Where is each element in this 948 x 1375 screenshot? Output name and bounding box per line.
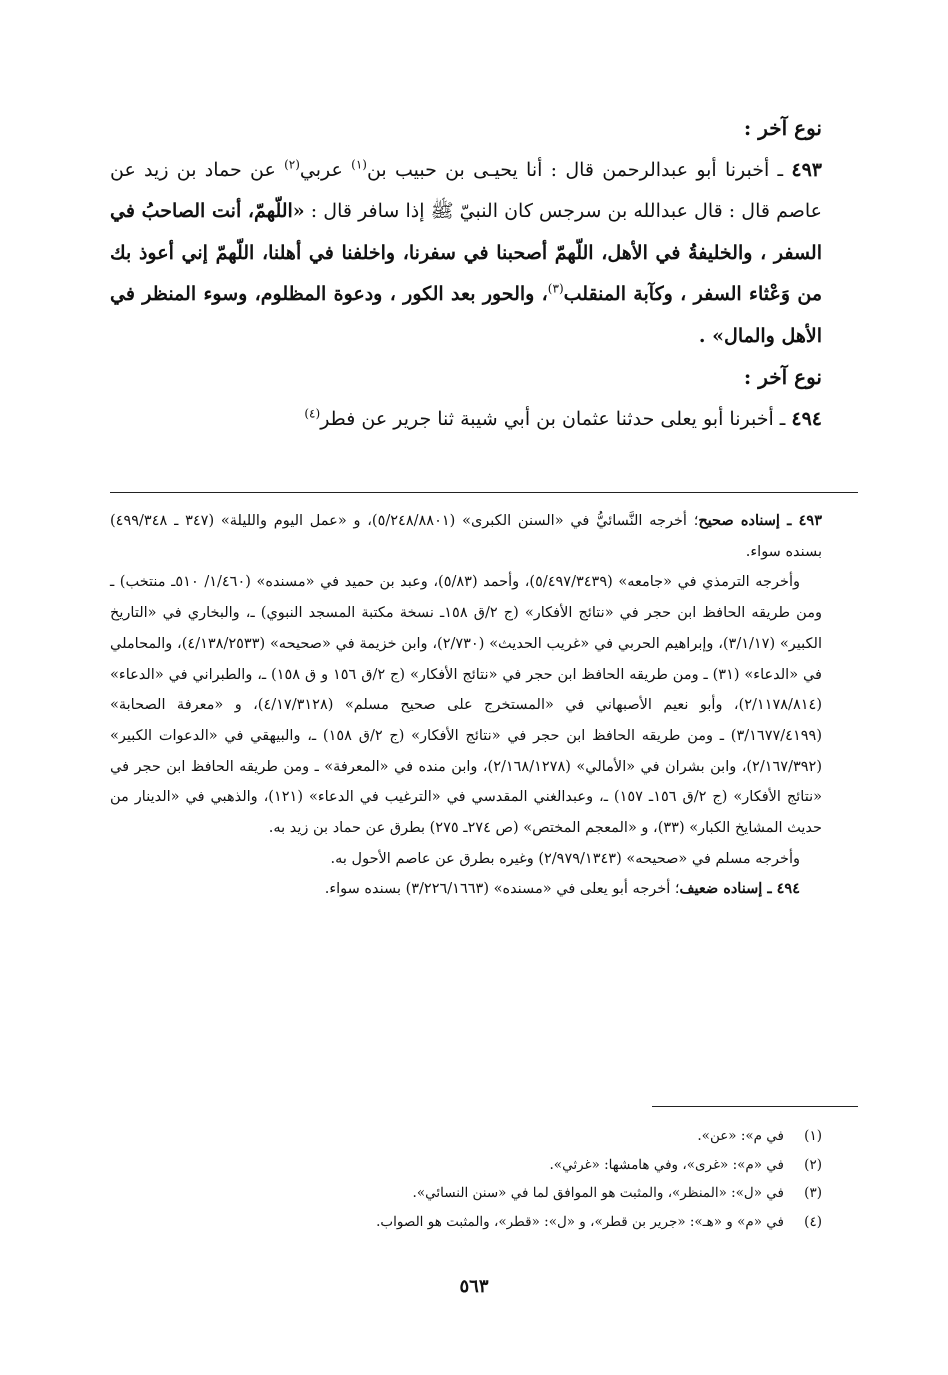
note-paragraph: وأخرجه مسلم في «صحيحه» (٢/٩٧٩/١٣٤٣) وغيره بطرق عن عاصم الأحول به. [330,850,800,867]
footnote-mark: (٤) [804,1213,822,1230]
hadith-494 [110,399,822,441]
hadith-493 [110,150,822,358]
note-number: ٤٩٣ [798,512,822,529]
grading-label: ـ إسناده صحيح [698,512,799,529]
footnote-mark: (٢) [804,1156,822,1173]
note-paragraph: وأخرجه الترمذي في «جامعه» (٥/٤٩٧/٣٤٣٩)، وأحمد (٥/٨٣)، وعبد بن حميد في «مسنده» (١/٤٦٠/ ٥١٠ـ منتخب) ـ ومن طريقه الحافظ ابن حجر في «نتائج الأفكار» (ج ٢/ق ١٥٨ـ نسخة مكتبة المسجد النبوي) ـ، والبخاري في «التاريخ الكبير» (٣/١/١٧)، وإبراهيم الحربي في «غريب الحديث» (٢/٧٣٠)، وابن خزيمة في «صحيحه» (٤/١٣٨/٢٥٣٣)، والمحاملي في «الدعاء» (٣١) ـ ومن طريقه الحافظ ابن حجر في «نتائج الأفكار» (ج ٢/ق ١٥٦ و ق ١٥٨) ـ، والطبراني في «الدعاء» (٢/١١٧٨/٨١٤)، وأبو نعيم الأصبهاني في «المستخرج على صحيح مسلم» (٤/١٧/٣١٢٨)، و «معرفة الصحابة» (٣/١٦٧٧/٤١٩٩) ـ ومن طريقه الحافظ ابن حجر في «نتائج الأفكار» (ج ٢/ق ١٥٨) ـ، والبيهقي في «الدعوات الكبير» (٢/١٦٧/٣٩٢)، وابن بشران في «الأمالي» (٢/١٦٨/١٢٧٨)، وابن منده في «المعرفة» ـ ومن طريقه الحافظ ابن حجر في «نتائج الأفكار» (ج ٢/ق ١٥٦ـ ١٥٧) ـ، وعبدالغني المقدسي في «الترغيب في الدعاء» (١٢١)، والذهبي في «الدينار من حديث المشايخ الكبار» (٣٣)، و «المعجم المختص» (ص ٢٧٤ـ ٢٧٥) بطرق عن حماد بن زيد به. [110,574,823,837]
note-number: ٤٩٤ [776,880,800,898]
footnote-item [110,1122,822,1151]
footnote-item [110,1151,822,1180]
section-heading: نوع آخر : [743,116,822,140]
section-heading: نوع آخر : [743,365,822,389]
footnote-ref[interactable]: (٢) [284,157,300,172]
footnote-text: في «م» و «هـ»: «جرير بن قطر»، و «ل»: «قطر»، والمثبت هو الصواب. [376,1213,784,1230]
footnote-text: في «م»: «غرى»، وفي هامشها: «غرثي». [549,1156,784,1173]
notes-divider [110,492,858,493]
isnad-text: عن حماد بن زيد عن عاصم قال : قال عبدالله بن سرجس كان النبيّ ﷺ إذا سافر قال : [110,158,822,222]
footnote-mark: (٣) [804,1185,822,1201]
footnote-item [110,1179,822,1208]
footnotes-divider [652,1106,858,1107]
isnad-text: عربي [299,158,352,181]
page-number: ٥٦٣ [459,1276,489,1297]
main-text [110,108,822,440]
prayer-text: ، والحور بعد الكور ، ودعوة المظلوم، وسوء المنظر في الأهل والمال» . [110,283,822,347]
footnote-ref[interactable]: (١) [351,157,367,172]
note-494 [110,874,822,905]
footnote-item [110,1208,822,1237]
hadith-number: ٤٩٣ [791,158,823,181]
footnotes [110,1122,822,1236]
grading-label: ـ إسناده ضعيف [679,880,777,898]
isnad-text: ـ أخبرنا أبو عبدالرحمن قال : أنا يحيـى بن حبيب بن [366,158,792,181]
footnote-text: في م»: «عن». [697,1128,784,1144]
takhrij-notes [110,506,822,905]
hadith-number: ٤٩٤ [791,407,822,430]
footnote-mark: (١) [804,1128,822,1144]
note-493 [110,506,822,567]
note-text: ؛ أخرجه النَّسائيُّ في «السنن الكبرى» (٥/٢٤٨/٨٨٠١)، و «عمل اليوم والليلة» (٣٤٧ ـ ٤٩٩/٣٤٨) بسنده سواء. [110,513,822,560]
footnote-text: في «ل»: «المنظر»، والمثبت هو الموافق لما في «سنن النسائي». [412,1185,784,1201]
footnote-ref[interactable]: (٤) [304,406,321,421]
note-text: ؛ أخرجه أبو يعلى في «مسنده» (٣/٢٢٦/١٦٦٣) بسنده سواء. [324,881,680,898]
footnote-ref[interactable]: (٣) [547,281,564,296]
isnad-text: ـ أخبرنا أبو يعلى حدثنا عثمان بن أبي شيبة ثنا جرير عن فطر [320,407,792,430]
prayer-text: «اللّهمّ، أنت الصاحبُ في السفر ، والخليفةُ في الأهل، اللّهمّ أصحبنا في سفرنا، واخلفنا في أهلنا، اللّهمّ إني أعوذ بك من وَعْثاء السفر ، وكآبة المنقلب [110,200,822,305]
